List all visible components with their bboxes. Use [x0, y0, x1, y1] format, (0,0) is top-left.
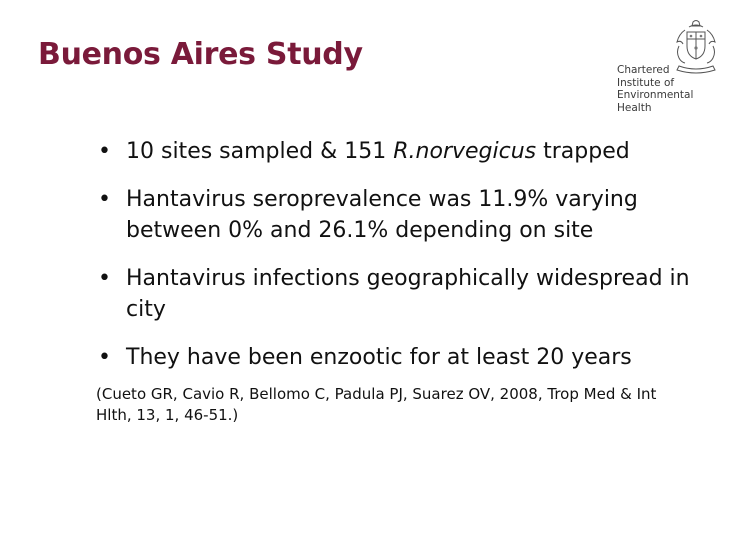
logo-line: Institute of	[617, 76, 675, 89]
logo-line: Health	[617, 101, 652, 114]
bullet-list	[92, 136, 712, 390]
bullet-dot-icon: •	[98, 345, 111, 370]
slide-title: Buenos Aires Study	[38, 37, 363, 72]
bullet-dot-icon: •	[98, 139, 111, 164]
bullet-item	[92, 184, 712, 246]
logo-line: Chartered	[617, 64, 670, 76]
bullet-text: They have been enzootic for at least 20 years	[126, 345, 632, 370]
logo-text	[617, 64, 693, 114]
logo-line: Environmental	[617, 89, 694, 101]
bullet-item	[92, 342, 712, 373]
bullet-dot-icon: •	[98, 266, 111, 291]
bullet-item	[92, 263, 712, 325]
bullet-text: Hantavirus infections geographically widespread in city	[126, 266, 690, 322]
bullet-text-pre: 10 sites sampled & 151	[126, 139, 394, 164]
citation: (Cueto GR, Cavio R, Bellomo C, Padula PJ, Suarez OV, 2008, Trop Med & Int Hlth, 13, 1, 46-51.)	[96, 385, 657, 424]
species-name: R.norvegicus	[393, 139, 537, 164]
bullet-item	[92, 136, 712, 167]
cieh-logo	[611, 18, 721, 118]
bullet-dot-icon: •	[98, 187, 111, 212]
bullet-text-post: trapped	[536, 139, 630, 164]
bullet-text: Hantavirus seroprevalence was 11.9% varying between 0% and 26.1% depending on site	[126, 187, 638, 243]
